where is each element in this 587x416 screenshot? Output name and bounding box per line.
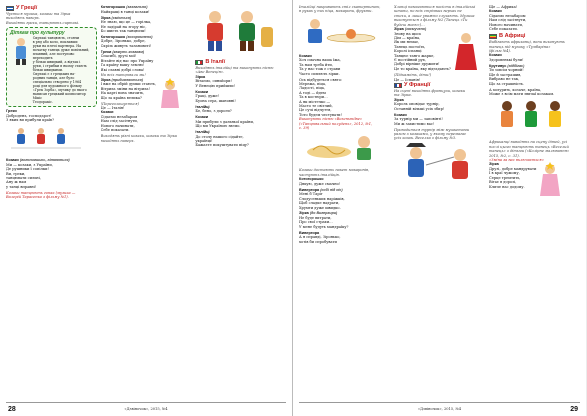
speech-lines: Не знаю, що це — горілка, Не задірай на згору ніс, Бо шиєть так танцюєш! — [100, 20, 152, 33]
stage-direction: Італійці накривають стіл скатертиною, в руках у них піца, макарони, фрукти. — [299, 5, 381, 14]
speaker-name: Зірка — [100, 15, 111, 20]
right-col-3: Ще — Африка! Козаки Сідаємо незабаром Нам слід засітнути, Нового начинати, Себе показати. В Африці Вибігають африканці, вони виконують танець під музику «Тумбаріна» (фільм №4). Козаки Здоровенькі були! Крутивус (відбігає) Ти зовсім чорний! Ще й застрашив, Вибраво не так, Що за страшність. А холурить, козаче, країна, Може з всім мати звичаї козакам. Африканці виводять на сцену дітей, усі послі цього танцюють танець «Веселий танець» з дітьми («Колірне малювання» 2015, №2, с. 31). «Зміна за вас включається» Зірка Друзі, добре мандрувати І в краї чужому, Серце тремтить, Вітає в дорозі, Кличе нас додому. — [489, 5, 580, 398]
music-note: Козаки танцюють гопак (музика — Валерій Тарасенко з фільму №1). — [6, 190, 76, 200]
italy-flag-icon — [195, 60, 203, 65]
stage-direction: Африканці виводять на сцену дітей, усі послі цього танцюють танець «Веселий танець» з дітьми («Колірне малювання» 2015, №2, с. 31). — [489, 140, 570, 158]
speaker-name: Зірка — [489, 162, 499, 167]
speaker-name: Козаки — [100, 110, 114, 115]
speaker-name: Козаки — [195, 89, 209, 94]
speaker-name: Козаки — [195, 115, 209, 120]
left-col-1 — [6, 5, 97, 398]
section-header-italy: В Італії — [195, 59, 286, 66]
cossacks-illustration — [195, 7, 279, 53]
left-col-3 — [195, 5, 286, 398]
music-note: «Зміна за вас включається» — [489, 158, 544, 162]
page-number: 28 — [8, 406, 16, 413]
stage-direction: (Переголошується) — [100, 101, 139, 106]
stage-direction: (Підкажіть, діти!) — [394, 73, 432, 78]
speech-lines: Добродень, господарот! З яких ви прибули країв? — [6, 113, 54, 123]
kids-illustration — [10, 36, 31, 66]
speech-lines: Сідаємо незабаром Нам слід засітнути, Нового начинати, Себе показати. — [489, 14, 527, 32]
section-header-greece: У Греції — [6, 5, 97, 12]
speech-lines: Добре, Зіронько, добре, Скрізь живуть талановиті! — [100, 39, 152, 48]
speech-lines: Ось відбудеться свято: Мережа, піца, Ладості, піца, А тоді — йдем Та в костюри… А як містечко — Масто те світлий, Це сучі відчуття, Тото будем честувати! — [299, 77, 343, 117]
culture-fact-text: Сиртакі танцюють, стоячи в ряд або коло, поклавши руки на плечі партнера. На початку танець дуже повільний, плавний, але поступово переходить у більш швидкий, а відтак і рухи, і стрибки в ньому стають більш швидкими. Сиртакі є з грецьких на- родних танців, але було спеціально створено у 1964 році для художнього фільму «Грек Зорба», музику до якого написав грецький композитор Мікіс Теодоракіс. — [32, 36, 90, 105]
speech-lines: Вітаємо, синьйори! У Венецію прийшли! — [195, 79, 236, 88]
speaker-name: Котигорошко — [100, 5, 126, 9]
left-page — [0, 0, 293, 416]
italians-table-illustration — [299, 16, 383, 48]
stage-direction: На сцені виходять французи, козаки та Зірка. — [394, 88, 466, 98]
dialog-block — [6, 109, 97, 199]
speech-lines: Це — Італія! — [100, 105, 125, 110]
stage-direction: Виходять італійці та виконують пісню «Аве Венеція». — [195, 66, 274, 75]
speaker-name: Козаки — [394, 112, 407, 117]
stage-direction: Вибігають африканці, вони виконують танець під музику «Тумбаріна» (фільм №4). — [489, 40, 565, 53]
speech-lines: Спасибі, друзі мої! Вітайте від нас про Україну Та країну вашу землю! Які славні добрі слова! — [100, 54, 154, 72]
speech-lines: Граці, дуже! Буона сера, шановні! — [195, 94, 236, 103]
stage-direction: Виходять різні козаки, козаки та Зірка виходять наверх. — [100, 134, 177, 143]
musketeers-illustration — [394, 143, 478, 183]
right-page — [293, 0, 586, 416]
stage-direction: Хлопці намагаються посісти в італійські штани, по всіх стрімких верхах не стехи, а лише уважно слухають. Музика виконується з фільму №2 (Танець «Ти будеш моєю»)… — [394, 5, 476, 27]
speech-lines: Найкращі в танці козаки! — [100, 9, 150, 14]
left-col-2: Котигорошко (захвально) Найкращі в танці козаки! Зірка (сміється) Не знаю, що це — горілка, Не задірай на згору ніс, Бо шиєть так танцюєш! Котигорошко (зосоромлено) Добре, Зіронько, добре, Скрізь живуть талановиті! Греки (кажуть козакам) Спасибі, друзі мої! Вітайте від нас про Україну Та країну вашу землю! Які славні добрі слова! На всіх танцювали ми! Зірка (придивляється) І вже на обрій думки стають, Вітрила зміни на вітрила! На карті вона значить, Що за країна велика? (Переголошується) Це — Італія! Козаки Сідаємо незабаром Нам слід засітнути, Нового начинати, Себе показати. Виходять різні козаки, козаки та Зірка виходять наверх. — [101, 5, 192, 398]
speaker-name: Вивергира — [299, 187, 320, 192]
spanish-dancer-illustration — [453, 32, 479, 72]
speaker-name: Козаки — [299, 53, 312, 58]
culture-fact-title: Діткам про культуру — [10, 30, 65, 37]
speech-lines: Знову на щось Дім — країна, Як ми немає, Танець постоїть, Королі іспанці Танцює танго жарке, Є постійний рух, Добрі вірніше дружити! Це то країна, яку відгадають? — [394, 31, 451, 71]
footer-rule — [299, 402, 580, 403]
speech-lines: Здоровенькі були! — [489, 57, 524, 62]
page-number: 29 — [570, 406, 578, 413]
right-col-1: Італійці накривають стіл скатертиною, в руках у них піца, макарони, фрукти. Козаки Хоч смачна ваша їжа, Та нам треба йти, Та у нас тож є страви Часто сиплють зірки. Ось відбудеться свято: Мережа, піца, Ладості, піца, А тоді — йдем Та в костюри… А як містечко — Масто те світлий, Це сучі відчуття, Тото будем честувати! Виконують пісню «Везеньтіїве» («Танцювальний полудень», 2012, №1, с. 39) Козаки достають пакет макаронів, частують італійців. Котигорошко Дякую, дуже смачно! Вивергира (собі під ніс) Мені б Таріг Cлодусеньких наріжків, Щоб сладке надрати, Хрумти дуже швидко. Зірка (до Вивергири) Не буде витрати, Про свої страхи… У мене будуть мандраїку? Вивергира А я справді, Зіронько, хотів би спробувати — [299, 5, 390, 398]
stage-direction: Чується музика, козаки та Зірка виходять наверх. Виходять греки, танцюють сиртакі. — [6, 12, 80, 25]
speaker-name: Греки — [100, 49, 112, 54]
speaker-name: Зірка — [100, 77, 111, 82]
speaker-name: Зірка — [299, 211, 309, 216]
speaker-name: Котигорошко — [100, 34, 126, 39]
music-note: Виконують пісню «Везеньтіїве» («Танцювальний полудень», 2012, №1, с. 39) — [299, 117, 373, 130]
star-girl-illustration — [158, 78, 182, 110]
speech-lines: Ми прибули з дальньої країни, Що ми Україною звемо. — [195, 119, 255, 129]
speaker-name: Зірка — [195, 74, 206, 79]
section-header-africa: В Африці — [489, 33, 580, 40]
speaker-name: Італійці — [195, 130, 210, 135]
speaker-name: Вивергира — [299, 230, 320, 235]
speech-lines: Це — Іспанія! — [394, 77, 421, 82]
right-col-2: Хлопці намагаються посісти в італійські штани, по всіх стрімких верхах не стехи, а лише уважно слухають. Музика виконується з фільму №2 (Танець «Ти будеш моєю»)… Зірка (засмучено) Знову на щось Дім — країна, Як ми немає, Танець постоїть, Королі іспанці Танцює танго жарке, Є постійний рух, Добрі вірніше дружити! Це то країна, яку відгадають? (Підкажіть, діти!) Це — Іспанія! У Франції На сцені виходять французи, козаки та Зірка. Зірка Король оповідає турнір, Останній вільші усіх збир! Козаки За турнір ми — заповінті! Ми ж захистимо вас! Проводиться турнір між мушкетами разом з козаками, у якому перемагає усіх козак. Веселка з фільму №3. — [394, 5, 485, 398]
speech-lines: Ще — Африка! — [489, 5, 518, 9]
section-header-france: У Франції — [394, 82, 485, 89]
greek-dancers-illustration — [6, 126, 86, 152]
speaker-name: Греки — [6, 109, 17, 114]
africa-flag-icon — [489, 34, 497, 39]
footer-rule — [6, 402, 286, 403]
culture-fact-box — [6, 27, 97, 107]
ukraine-flag-icon — [394, 83, 402, 88]
greek-flag-icon — [6, 6, 14, 11]
stage-direction: Козаки достають пакет макаронів, частують італійців. — [299, 168, 370, 177]
speaker-name: Крутивус — [489, 63, 507, 68]
speech-lines: Дякую, дуже смачно! — [299, 181, 341, 186]
speaker-name: Козаки (вклонившись, вітаються) — [6, 158, 70, 163]
speech-lines: Король оповідає турнір, Останній вільші усіх збир! — [394, 102, 445, 111]
page-footer: «Дзвіночок», 2015, №4 — [417, 407, 462, 411]
speech-lines: За турнір ми — заповінті! Ми ж захистимо вас! — [394, 117, 443, 126]
pasta-illustration — [299, 132, 383, 162]
speech-lines: Бе, бено, з дороги? — [195, 109, 232, 114]
speech-lines: Ми — козаки, з України, Де рушники ї сопілки! Ви, греки, танцювати сильні, Ану ж нам у танці вправні! — [6, 162, 53, 189]
speaker-name: Котигорошко — [299, 177, 324, 182]
stage-direction: Проводиться турнір між мушкетами разом з козаками, у якому перемагає усіх козак. Веселка з фільму №3. — [394, 127, 470, 141]
speech-lines: Друзі, добре мандрувати І в краї чужому, Серце тремтить, Вітає в дорозі, Кличе нас додому. — [489, 167, 537, 189]
speaker-name: Італійці — [195, 104, 210, 109]
stage-direction: На всіх танцювали ми! — [100, 73, 146, 78]
speaker-name: Козаки — [489, 53, 502, 58]
star-girl-waving-illustration — [538, 162, 562, 198]
speech-lines: А холурить, козаче, країна, Може з всім мати звичаї козакам. — [489, 87, 555, 96]
africans-illustration — [489, 98, 573, 134]
page-footer: «Дзвіночок», 2015, №4 — [124, 407, 168, 411]
speech-lines: І вже на обрій думки стають, Вітрила зміни на вітрила! На карті вона значить, Що за країна велика? — [100, 82, 157, 100]
speaker-name: Зірка — [394, 97, 404, 102]
speech-lines: Хоч смачна ваша їжа, Та нам треба йти, Та у нас тож є страви Часто сиплють зірки. — [299, 58, 341, 76]
speaker-name: Зірка — [394, 27, 404, 32]
speech-lines: Сідаємо незабаром Нам слід засітнути, Нового начинати, Себе показати. — [100, 114, 138, 133]
speech-lines: Не буде витрати, Про свої страхи… У мене будуть мандраїку? — [299, 216, 349, 229]
speech-lines: До столу нашого сідайте, українці! Бажаєте покуштувати піцу? — [195, 134, 249, 148]
speech-lines: Мені б Таріг Cлодусеньких наріжків, Щоб сладке надрати, Хрумти дуже швидко. — [299, 192, 345, 210]
speech-lines: Ти зовсім чорний! Ще й застрашив, Вибраво не так, Що за страшність. — [489, 68, 525, 86]
speech-lines: А я справді, Зіронько, хотів би спробувати — [299, 235, 341, 244]
speaker-name: Козаки — [489, 9, 502, 14]
